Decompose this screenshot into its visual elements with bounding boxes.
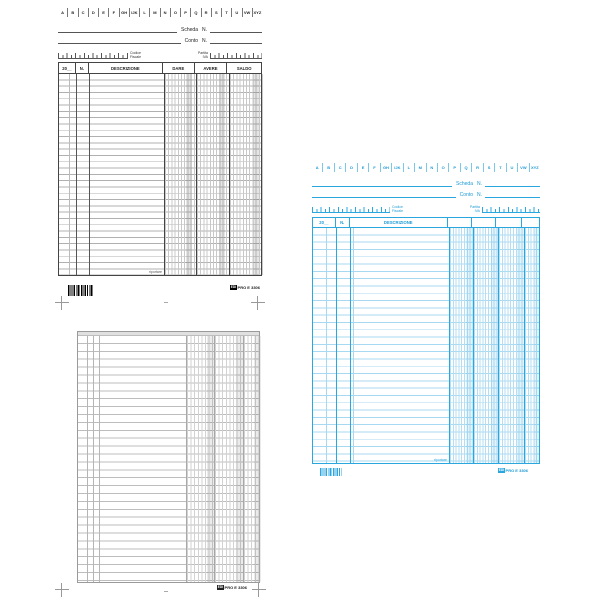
ruled-line: [312, 197, 456, 198]
table-header: [313, 218, 539, 228]
alpha-tab: D: [89, 8, 99, 17]
conto-line: [58, 33, 262, 44]
date-subdivider-line: [69, 74, 70, 275]
alpha-tab: E: [99, 8, 109, 17]
product-code-text: PRO E 3306: [224, 585, 247, 590]
dare-digit-column: [164, 74, 196, 275]
alpha-tab: XYZ: [253, 10, 262, 15]
scheda-label: Scheda: [181, 27, 198, 33]
codice-fiscale-comb: [312, 207, 390, 213]
product-code: [498, 468, 528, 473]
digit-column: [473, 228, 498, 463]
col-header-dare: DARE: [163, 63, 195, 73]
col-header-n: N.: [76, 63, 89, 73]
barcode: [320, 468, 342, 476]
alpha-tab: S: [212, 8, 222, 17]
ruled-line: [485, 197, 540, 198]
registration-crosshair: [55, 296, 69, 310]
alpha-tab: Q: [461, 163, 472, 172]
alphabet-index-tabs: [312, 163, 540, 172]
riportare-note: riportare: [433, 458, 447, 462]
alpha-tab: P: [181, 8, 191, 17]
column-line: [93, 336, 94, 582]
alpha-tab: GH: [381, 163, 392, 172]
alpha-tab: O: [171, 8, 181, 17]
cents-shade-band: [253, 74, 259, 275]
alpha-tab: S: [484, 163, 495, 172]
column-line: [336, 228, 337, 463]
n-label: N.: [477, 181, 482, 187]
brand-logo: EDI: [498, 468, 505, 473]
column-line: [99, 336, 100, 582]
product-code: [217, 585, 247, 590]
ruled-line: [312, 186, 452, 187]
alpha-tab: M: [415, 163, 426, 172]
n-label: N.: [202, 38, 207, 44]
fiscal-codes-row: [58, 49, 262, 59]
partita-iva-comb: [210, 53, 262, 59]
n-label: N.: [477, 192, 482, 198]
digit-column: [449, 228, 473, 463]
registration-crosshair: [55, 583, 69, 597]
alpha-tab: F: [369, 163, 380, 172]
col-header-date: 20__: [313, 218, 336, 227]
alpha-tab: XYZ: [530, 165, 539, 170]
registration-dash: [164, 591, 168, 592]
ledger-card-front-blue: [312, 163, 540, 476]
alpha-tab: B: [68, 8, 78, 17]
alpha-tab: IJK: [130, 8, 140, 17]
cents-shade-band: [219, 74, 225, 275]
ledger-card-back-gray: [77, 331, 260, 590]
col-header-amount-3: [496, 218, 522, 227]
registration-crosshair: [252, 583, 266, 597]
ledger-card-front-black: [58, 8, 262, 296]
conto-label: Conto: [459, 192, 473, 198]
col-header-descrizione: DESCRIZIONE: [350, 218, 448, 227]
alpha-tab: VW: [518, 163, 529, 172]
col-header-date: 20__: [59, 63, 76, 73]
ruled-line: [485, 186, 540, 187]
alpha-tab: E: [358, 163, 369, 172]
alpha-tab: GH: [120, 8, 130, 17]
card-footer: [312, 468, 540, 476]
col-header-saldo: SALDO: [236, 65, 252, 71]
ruled-line: [210, 43, 262, 44]
alpha-tab: P: [449, 163, 460, 172]
alpha-tab: VW: [243, 8, 253, 17]
alpha-tab: L: [140, 8, 150, 17]
conto-label: Conto: [184, 38, 198, 44]
partita-iva-label: Partita IVA: [197, 51, 208, 59]
cents-shade-band: [534, 228, 540, 463]
card-footer: [58, 285, 262, 296]
ruled-line: [58, 32, 177, 33]
col-header-amount-1: [448, 218, 472, 227]
digit-column: [214, 336, 243, 582]
alpha-tab: C: [335, 163, 346, 172]
alpha-tab: IJK: [392, 163, 403, 172]
alpha-tab: U: [507, 163, 518, 172]
scheda-line: [312, 176, 540, 187]
column-line: [76, 74, 77, 275]
alpha-tab: N: [427, 163, 438, 172]
registration-crosshair: [251, 296, 265, 310]
alphabet-index-tabs: [58, 8, 262, 17]
table-header: [59, 63, 261, 74]
col-header-descrizione: DESCRIZIONE: [89, 63, 163, 73]
alpha-tab: R: [202, 8, 212, 17]
alpha-tab: U: [232, 8, 242, 17]
alpha-tab: B: [323, 163, 334, 172]
alpha-tab: F: [109, 8, 119, 17]
cents-shade-band: [254, 336, 261, 582]
column-line: [350, 228, 351, 463]
double-rule-line: [353, 228, 354, 463]
scheda-line: [58, 22, 262, 33]
alpha-tab: R: [472, 163, 483, 172]
col-header-amount-4: [522, 218, 539, 227]
codice-fiscale-label: Codice Fiscale: [392, 205, 404, 213]
scheda-label: Scheda: [456, 181, 473, 187]
ledger-grid: [313, 228, 539, 463]
avere-digit-column: [196, 74, 229, 275]
alpha-tab: D: [346, 163, 357, 172]
codice-fiscale-label: Codice Fiscale: [130, 51, 142, 59]
ledger-table: [58, 62, 262, 276]
col-header-avere: AVERE: [195, 63, 228, 73]
partita-iva-comb: [482, 207, 540, 213]
barcode: [68, 285, 93, 296]
alpha-tab: N: [161, 8, 171, 17]
product-code-text: PRO E 3306: [237, 285, 260, 290]
col-header-amount-2: [472, 218, 497, 227]
date-subdivider-line: [326, 228, 327, 463]
registration-dash: [164, 302, 168, 303]
column-line: [89, 74, 90, 275]
alpha-tab: T: [222, 8, 232, 17]
fiscal-codes-row: [312, 203, 540, 213]
product-code-text: PRO E 3306: [505, 468, 528, 473]
ruled-line: [210, 32, 262, 33]
digit-column: [498, 228, 524, 463]
ruled-line: [58, 43, 181, 44]
saldo-digit-column: [229, 74, 263, 275]
alpha-tab: O: [438, 163, 449, 172]
col-header-n: N.: [336, 218, 350, 227]
riportare-note: riportare: [148, 270, 162, 274]
alpha-tab: A: [58, 8, 68, 17]
alpha-tab: C: [79, 8, 89, 17]
codice-fiscale-comb: [58, 53, 128, 59]
digit-column: [186, 336, 214, 582]
digit-column: [243, 336, 260, 582]
cents-shade-band: [186, 74, 192, 275]
alpha-tab: M: [150, 8, 160, 17]
product-code: [230, 285, 260, 290]
column-line: [87, 336, 88, 582]
back-grid: [78, 336, 259, 582]
ledger-grid: [59, 74, 261, 275]
alpha-tab: T: [495, 163, 506, 172]
partita-iva-label: Partita IVA: [469, 205, 480, 213]
alpha-tab: A: [312, 163, 323, 172]
alpha-tab: Q: [191, 8, 201, 17]
conto-line: [312, 187, 540, 198]
brand-logo: EDI: [230, 285, 237, 290]
alpha-tab: L: [404, 163, 415, 172]
ledger-table: [312, 217, 540, 464]
digit-column: [524, 228, 539, 463]
brand-logo: EDI: [217, 585, 224, 590]
n-label: N.: [202, 27, 207, 33]
